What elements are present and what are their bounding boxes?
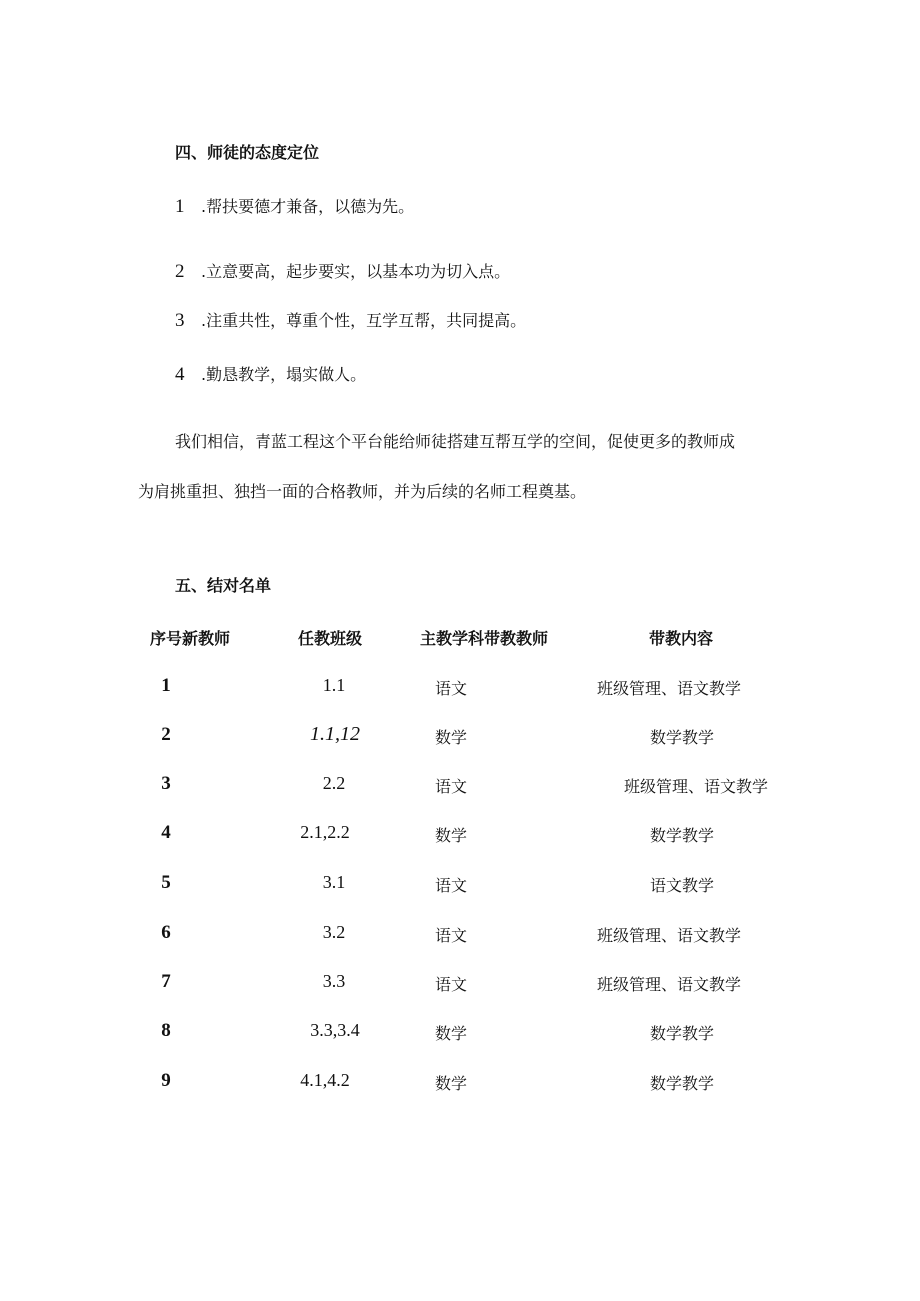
attitude-item-4 <box>175 362 366 386</box>
row-index: 2 <box>161 724 171 745</box>
row-content: 班级管理、语文教学 <box>596 926 742 945</box>
row-content: 数学教学 <box>649 826 715 845</box>
row-index: 1 <box>161 675 171 696</box>
row-class: 2.1,2.2 <box>300 822 350 842</box>
row-class: 3.2 <box>322 922 346 942</box>
item-text: .帮扶要德才兼备，以德为先。 <box>201 197 415 216</box>
row-class: 3.3,3.4 <box>310 1020 360 1040</box>
item-number: 2 <box>175 261 185 282</box>
row-index: 8 <box>161 1020 171 1041</box>
row-index: 3 <box>161 773 171 794</box>
row-content: 数学教学 <box>649 1074 715 1093</box>
row-index: 4 <box>161 822 171 843</box>
row-class: 1.1 <box>322 675 346 695</box>
row-content: 数学教学 <box>649 728 715 747</box>
summary-paragraph-line1: 我们相信，青蓝工程这个平台能给师徒搭建互帮互学的空间，促使更多的教师成 <box>175 432 736 451</box>
row-content: 班级管理、语文教学 <box>596 975 742 994</box>
row-content: 班级管理、语文教学 <box>623 777 769 796</box>
row-class: 1.1,12 <box>310 723 360 745</box>
header-index-new-teacher: 序号新教师 <box>149 629 231 648</box>
item-text: .注重共性，尊重个性，互学互帮，共同提高。 <box>201 311 527 330</box>
header-subject-mentor: 主教学科带教教师 <box>419 629 549 648</box>
header-content: 带教内容 <box>648 629 714 648</box>
row-content: 数学教学 <box>649 1024 715 1043</box>
row-subject: 语文 <box>434 777 468 796</box>
row-subject: 数学 <box>434 728 468 747</box>
summary-paragraph-line2: 为肩挑重担、独挡一面的合格教师，并为后续的名师工程奠基。 <box>138 482 587 501</box>
item-number: 3 <box>175 310 185 331</box>
attitude-item-1 <box>175 194 414 218</box>
row-class: 3.1 <box>322 872 346 892</box>
row-subject: 数学 <box>434 826 468 845</box>
header-class: 任教班级 <box>297 629 363 648</box>
row-class: 4.1,4.2 <box>300 1070 350 1090</box>
row-subject: 语文 <box>434 975 468 994</box>
attitude-item-2 <box>175 259 510 283</box>
row-index: 6 <box>161 922 171 943</box>
section4-title: 四、师徒的态度定位 <box>175 143 320 162</box>
item-number: 4 <box>175 364 185 385</box>
row-content: 班级管理、语文教学 <box>596 679 742 698</box>
section5-title: 五、结对名单 <box>175 576 272 595</box>
row-subject: 语文 <box>434 679 468 698</box>
row-subject: 数学 <box>434 1074 468 1093</box>
row-class: 3.3 <box>322 971 346 991</box>
row-index: 9 <box>161 1070 171 1091</box>
row-index: 7 <box>161 971 171 992</box>
row-class: 2.2 <box>322 773 346 793</box>
item-text: .立意要高，起步要实，以基本功为切入点。 <box>201 262 511 281</box>
attitude-item-3 <box>175 308 526 332</box>
row-subject: 数学 <box>434 1024 468 1043</box>
row-content: 语文教学 <box>649 876 715 895</box>
row-index: 5 <box>161 872 171 893</box>
item-number: 1 <box>175 196 185 217</box>
row-subject: 语文 <box>434 926 468 945</box>
row-subject: 语文 <box>434 876 468 895</box>
item-text: .勤恳教学，塌实做人。 <box>201 365 367 384</box>
